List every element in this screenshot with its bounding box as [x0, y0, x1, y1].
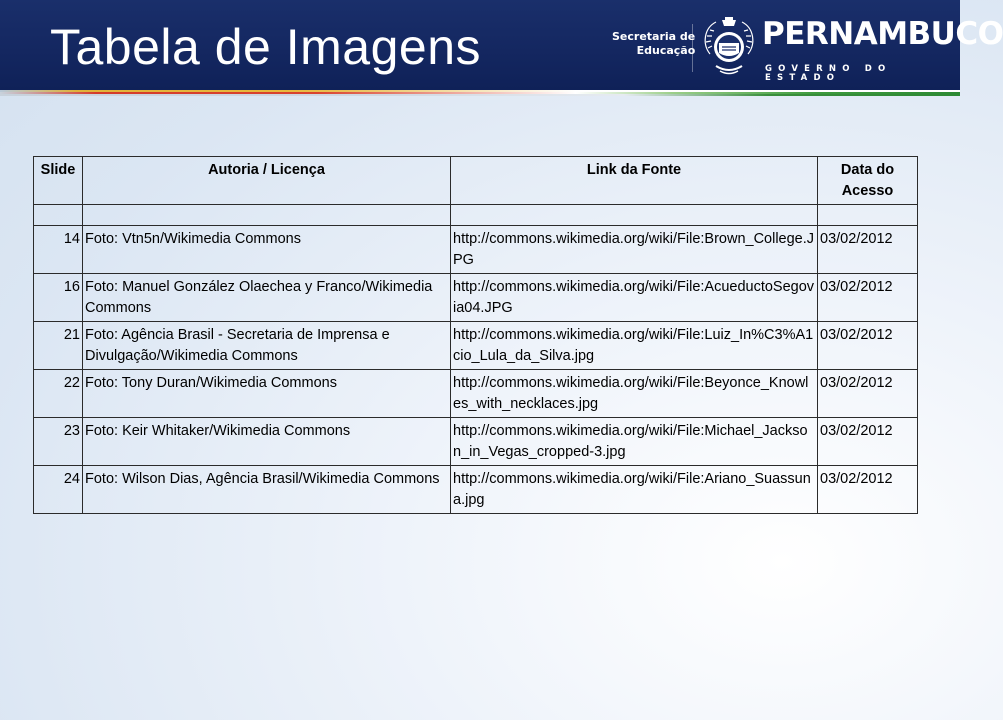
cell-slide: 21	[34, 322, 83, 370]
cell-author: Foto: Agência Brasil - Secretaria de Imprensa e Divulgação/Wikimedia Commons	[83, 322, 451, 370]
table-header-row	[34, 157, 918, 205]
header-banner	[0, 0, 1003, 90]
column-header-link: Link da Fonte	[451, 157, 818, 205]
brand-subtitle: GOVERNO DO ESTADO	[765, 64, 892, 83]
cell-slide: 22	[34, 370, 83, 418]
cell-date: 03/02/2012	[818, 418, 918, 466]
table-row	[34, 370, 918, 418]
table-row-empty	[34, 205, 918, 226]
cell-author: Foto: Manuel González Olaechea y Franco/Wikimedia Commons	[83, 274, 451, 322]
cell-author: Foto: Vtn5n/Wikimedia Commons	[83, 226, 451, 274]
secretaria-label	[612, 30, 695, 58]
cell-author: Foto: Keir Whitaker/Wikimedia Commons	[83, 418, 451, 466]
column-header-date: Data do Acesso	[818, 157, 918, 205]
brand-name: PERNAMBUCO	[762, 16, 1003, 52]
logo-divider	[692, 24, 693, 72]
cell-link[interactable]: http://commons.wikimedia.org/wiki/File:Luiz_In%C3%A1cio_Lula_da_Silva.jpg	[451, 322, 818, 370]
image-credits-table	[33, 156, 918, 514]
cell-author: Foto: Wilson Dias, Agência Brasil/Wikimedia Commons	[83, 466, 451, 514]
cell-author: Foto: Tony Duran/Wikimedia Commons	[83, 370, 451, 418]
cell-date: 03/02/2012	[818, 226, 918, 274]
cell-link[interactable]: http://commons.wikimedia.org/wiki/File:Michael_Jackson_in_Vegas_cropped-3.jpg	[451, 418, 818, 466]
color-stripe	[0, 90, 960, 96]
secretaria-line-2: Educação	[636, 44, 696, 57]
column-header-author: Autoria / Licença	[83, 157, 451, 205]
cell-link[interactable]: http://commons.wikimedia.org/wiki/File:Brown_College.JPG	[451, 226, 818, 274]
secretaria-line-1: Secretaria de	[612, 30, 696, 43]
cell-link[interactable]: http://commons.wikimedia.org/wiki/File:Beyonce_Knowles_with_necklaces.jpg	[451, 370, 818, 418]
table-row	[34, 418, 918, 466]
column-header-slide: Slide	[34, 157, 83, 205]
cell-date: 03/02/2012	[818, 466, 918, 514]
table-row	[34, 322, 918, 370]
cell-link[interactable]: http://commons.wikimedia.org/wiki/File:AcueductoSegovia04.JPG	[451, 274, 818, 322]
page-title: Tabela de Imagens	[50, 19, 482, 75]
table-row	[34, 466, 918, 514]
cell-link[interactable]: http://commons.wikimedia.org/wiki/File:Ariano_Suassuna.jpg	[451, 466, 818, 514]
coat-of-arms-icon	[698, 14, 760, 80]
cell-slide: 14	[34, 226, 83, 274]
cell-slide: 16	[34, 274, 83, 322]
cell-date: 03/02/2012	[818, 322, 918, 370]
table-row	[34, 226, 918, 274]
cell-date: 03/02/2012	[818, 370, 918, 418]
table-row	[34, 274, 918, 322]
cell-date: 03/02/2012	[818, 274, 918, 322]
cell-slide: 23	[34, 418, 83, 466]
cell-slide: 24	[34, 466, 83, 514]
